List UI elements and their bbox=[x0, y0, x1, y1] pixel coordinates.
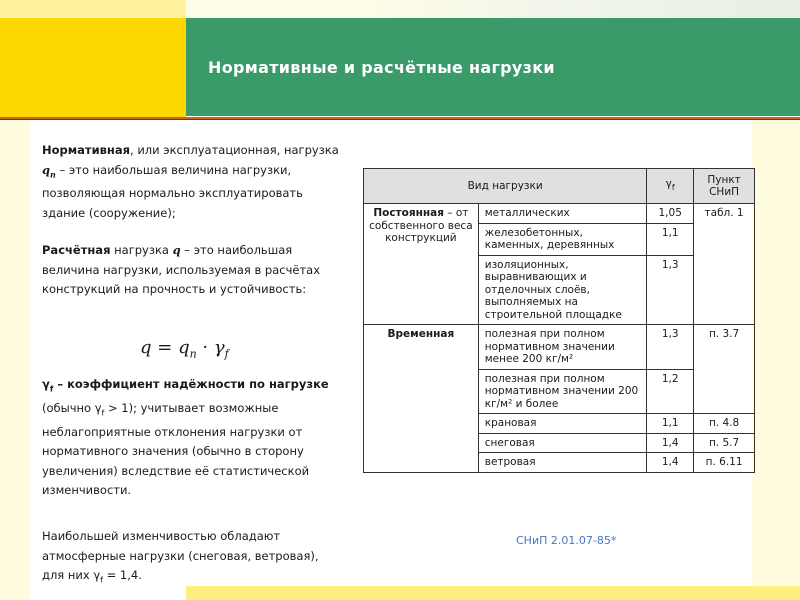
load-name: снеговая bbox=[478, 433, 647, 453]
header-rule-shadow bbox=[0, 119, 800, 120]
group-temporary: Временная bbox=[364, 325, 479, 473]
symbol-q: q bbox=[172, 243, 181, 257]
load-gamma: 1,05 bbox=[647, 204, 694, 224]
slide-title: Нормативные и расчётные нагрузки bbox=[208, 58, 555, 77]
table-row bbox=[364, 325, 755, 370]
table-footnote-snip: СНиП 2.01.07-85* bbox=[516, 534, 617, 547]
load-name: полезная при полном нормативном значении менее 200 кг/м² bbox=[478, 325, 647, 370]
term-normative: Нормативная bbox=[42, 143, 131, 157]
load-gamma: 1,3 bbox=[647, 255, 694, 325]
load-name: полезная при полном нормативном значении 200 кг/м² и более bbox=[478, 369, 647, 414]
load-snip: п. 4.8 bbox=[694, 414, 755, 434]
load-snip bbox=[694, 223, 755, 255]
load-gamma: 1,4 bbox=[647, 453, 694, 473]
table-row bbox=[364, 204, 755, 224]
load-name: крановая bbox=[478, 414, 647, 434]
load-gamma: 1,4 bbox=[647, 433, 694, 453]
definition-safety-factor: $\gamma_f$ – коэффициент надёжности по нагрузке (обычно $\gamma_f > 1$); учитывает возможные неблагоприятные отклонения нагрузки от нормативного значения (обычно в сторону увеличения) вследствие её статистической изменчивости. bbox=[42, 377, 329, 498]
load-gamma: 1,3 bbox=[647, 325, 694, 370]
load-gamma: 1,2 bbox=[647, 369, 694, 414]
right-margin-band bbox=[752, 120, 800, 600]
table-header-row bbox=[364, 169, 755, 204]
header-top-band bbox=[186, 0, 800, 18]
atmospheric-note: Наибольшей изменчивостью обладают атмосферные нагрузки (снеговая, ветровая), для них $\gamma_f = 1,4$. bbox=[42, 529, 319, 585]
load-name: железобетонных, каменных, деревянных bbox=[478, 223, 647, 255]
load-name: ветровая bbox=[478, 453, 647, 473]
load-gamma: 1,1 bbox=[647, 223, 694, 255]
loads-table bbox=[363, 168, 755, 473]
load-name: изоляционных, выравнивающих и отделочных слоёв, выполняемых на строительной площадке bbox=[478, 255, 647, 325]
design-load-formula: $q = q_n \cdot \gamma_f$ bbox=[140, 337, 229, 361]
load-snip bbox=[694, 369, 755, 414]
header-snip: Пункт СНиП bbox=[694, 169, 755, 204]
term-safety-factor: $\gamma_f$ – коэффициент надёжности по нагрузке bbox=[42, 377, 329, 394]
header-yellow-strip bbox=[0, 0, 186, 18]
load-snip: табл. 1 bbox=[694, 204, 755, 224]
term-design: Расчётная bbox=[42, 243, 111, 257]
definition-normative: Нормативная, или эксплуатационная, нагрузка $q_n$ – это наибольшая величина нагрузки, позволяющая нормально эксплуатировать здание (сооружение); bbox=[42, 143, 339, 220]
left-margin-band bbox=[0, 120, 30, 600]
header-load-type: Вид нагрузки bbox=[364, 169, 647, 204]
load-snip: п. 5.7 bbox=[694, 433, 755, 453]
load-name: металлических bbox=[478, 204, 647, 224]
definition-design: Расчётная нагрузка q – это наибольшая величина нагрузки, используемая в расчётах конструкций на прочность и устойчивость: bbox=[42, 243, 321, 296]
load-snip bbox=[694, 255, 755, 325]
load-gamma: 1,1 bbox=[647, 414, 694, 434]
header-gamma: $\gamma_f$ bbox=[647, 169, 694, 204]
load-snip: п. 3.7 bbox=[694, 325, 755, 370]
symbol-qn: $q_n$ bbox=[42, 162, 56, 179]
group-permanent: Постоянная – от собственного веса конструкций bbox=[364, 204, 479, 325]
load-snip: п. 6.11 bbox=[694, 453, 755, 473]
